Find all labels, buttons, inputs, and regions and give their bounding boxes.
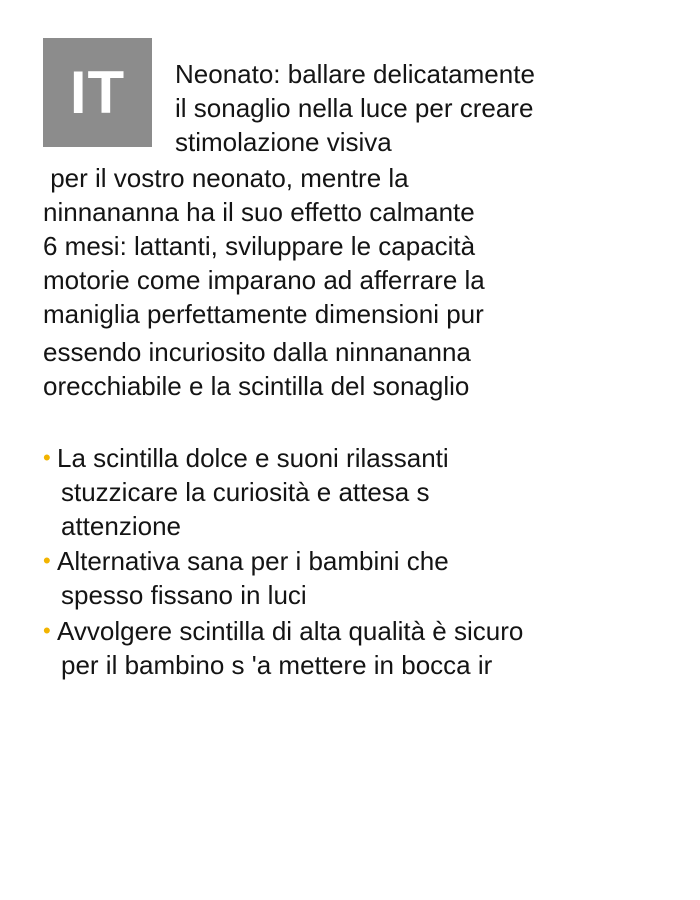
bullet-text: Alternativa sana per i bambini che <box>57 546 449 576</box>
bullet-dot-icon: • <box>43 618 51 643</box>
body-line: 6 mesi: lattanti, sviluppare le capacità <box>43 231 476 261</box>
body-line: essendo incuriosito dalla ninnananna <box>43 337 471 367</box>
bullet-item <box>43 544 449 578</box>
bullet-continuation: spesso fissano in luci <box>61 580 307 610</box>
intro-line: Neonato: ballare delicatamente <box>175 59 535 89</box>
bullet-text: Avvolgere scintilla di alta qualità è sicuro <box>57 616 524 646</box>
bullet-text: La scintilla dolce e suoni rilassanti <box>57 443 449 473</box>
language-badge-label: IT <box>69 58 126 126</box>
language-badge <box>43 38 152 147</box>
bullet-item <box>43 614 523 648</box>
bullet-continuation: stuzzicare la curiosità e attesa s <box>61 477 430 507</box>
bullet-dot-icon: • <box>43 548 51 573</box>
bullet-dot-icon: • <box>43 445 51 470</box>
body-line: ninnananna ha il suo effetto calmante <box>43 197 475 227</box>
intro-line: il sonaglio nella luce per creare <box>175 93 534 123</box>
body-line: maniglia perfettamente dimensioni pur <box>43 299 484 329</box>
bullet-continuation: per il bambino s 'a mettere in bocca ir <box>61 650 493 680</box>
bullet-item <box>43 441 449 475</box>
body-line: motorie come imparano ad afferrare la <box>43 265 485 295</box>
body-line: orecchiabile e la scintilla del sonaglio <box>43 371 470 401</box>
intro-line: stimolazione visiva <box>175 127 392 157</box>
body-line: per il vostro neonato, mentre la <box>43 163 409 193</box>
bullet-continuation: attenzione <box>61 511 181 541</box>
